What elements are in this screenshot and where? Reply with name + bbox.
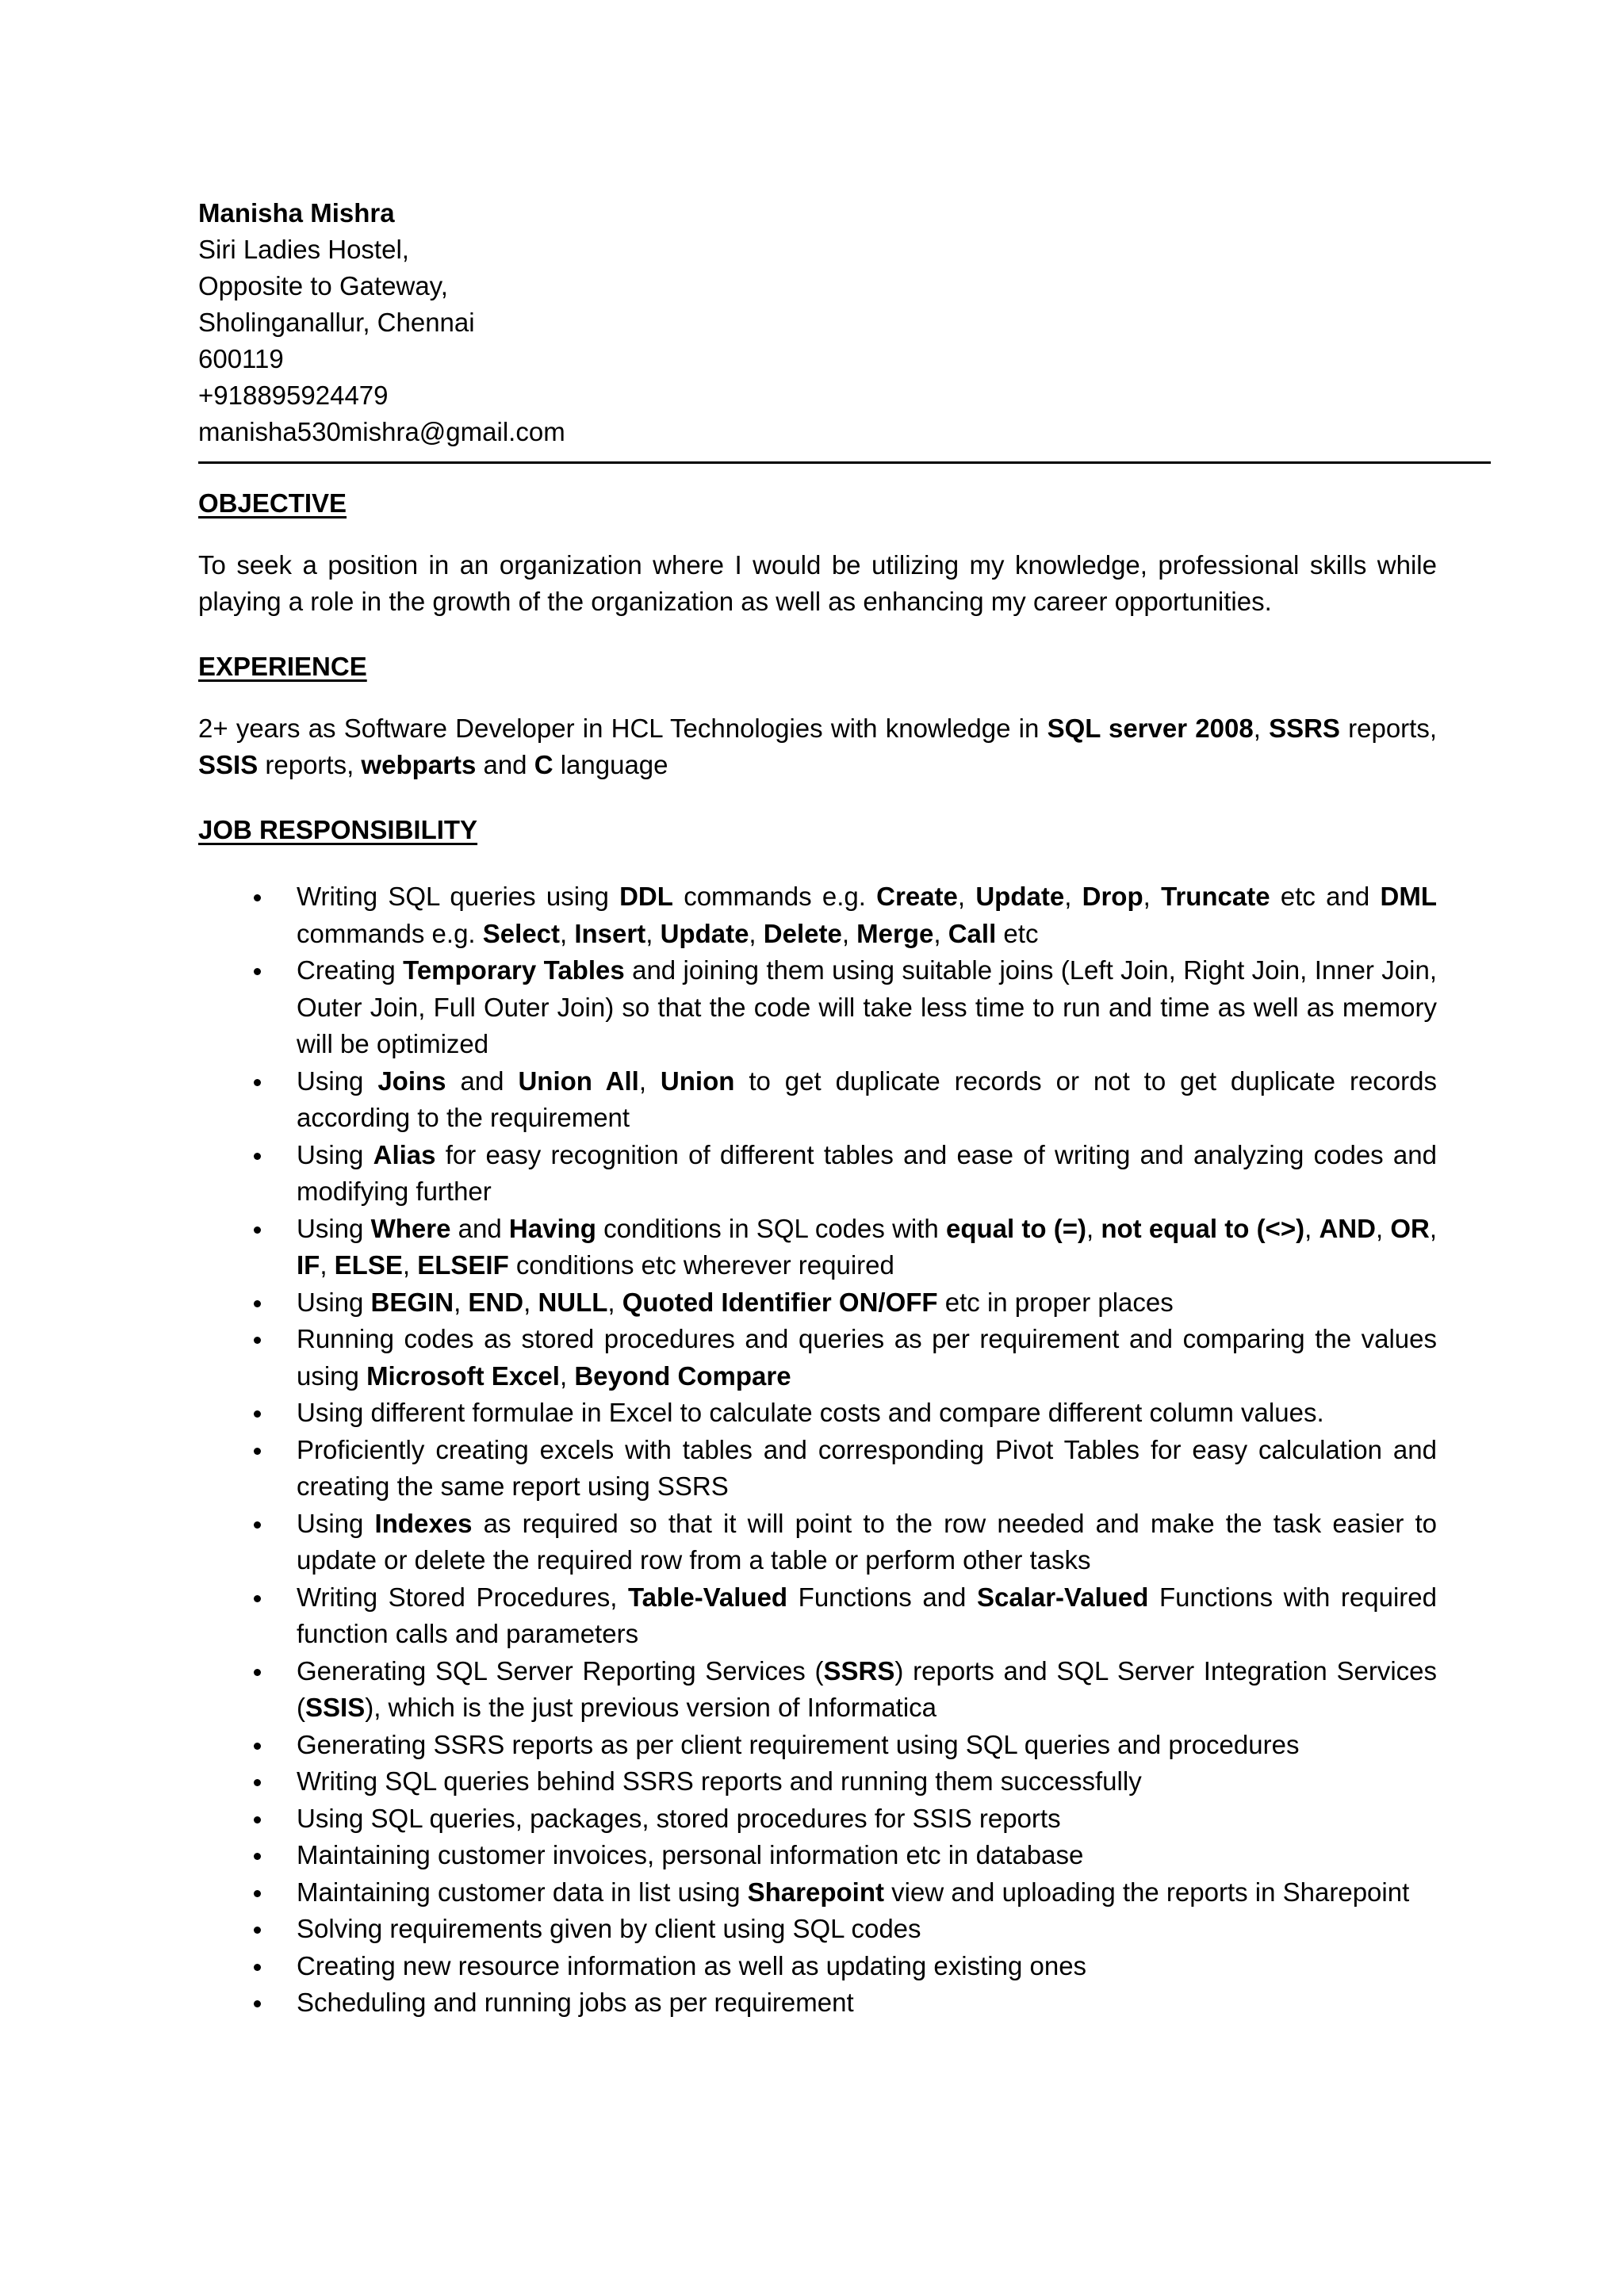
- bold-term: Where: [370, 1213, 451, 1243]
- bold-term: Update: [660, 918, 749, 948]
- responsibility-item: [198, 1948, 1437, 1985]
- text-segment: ,: [749, 918, 764, 948]
- bold-term: Insert: [574, 918, 646, 948]
- text-segment: ,: [559, 1360, 575, 1391]
- bold-term: END: [468, 1287, 524, 1317]
- text-segment: Using: [297, 1139, 373, 1169]
- text-segment: ,: [607, 1287, 622, 1317]
- text-segment: and joining them using suitable joins (Left Join, Right Join, Inner Join, Outer Join, Full Outer Join) so that the code will take less time to run and time as well as memory will be optimized: [297, 955, 1438, 1058]
- objective-heading: OBJECTIVE: [198, 488, 347, 518]
- bullet-icon: [254, 1521, 261, 1529]
- text-segment: as required so that it will point to the row needed and make the task easier to update or delete the required row from a table or perform other tasks: [297, 1508, 1437, 1575]
- bullet-icon: [254, 1226, 261, 1234]
- text-segment: Writing SQL queries behind SSRS reports and running them successfully: [297, 1766, 1142, 1796]
- text-segment: Functions with required function calls and parameters: [297, 1582, 1437, 1648]
- bold-term: Create: [876, 882, 958, 911]
- bold-term: SSIS: [305, 1693, 366, 1722]
- bold-term: SSRS: [823, 1655, 895, 1686]
- bold-term: Beyond Compare: [574, 1360, 791, 1391]
- bullet-icon: [254, 2000, 261, 2007]
- text-segment: Generating SSRS reports as per client requirement using SQL queries and procedures: [297, 1729, 1300, 1759]
- text-segment: etc: [996, 918, 1039, 948]
- bold-term: AND: [1319, 1213, 1376, 1243]
- bold-term: webparts: [361, 750, 477, 779]
- text-segment: ,: [1086, 1213, 1101, 1243]
- text-segment: to get duplicate records or not to get duplicate records according to the requirement: [297, 1066, 1438, 1132]
- responsibility-item: [198, 1911, 1437, 1948]
- bullet-icon: [254, 1853, 261, 1860]
- bullet-icon: [254, 968, 261, 975]
- bold-term: Indexes: [374, 1508, 473, 1538]
- bold-term: Union: [660, 1066, 735, 1096]
- address-line-2: Opposite to Gateway,: [198, 271, 448, 300]
- responsibility-item: [198, 1579, 1437, 1653]
- address-line-1: Siri Ladies Hostel,: [198, 235, 409, 264]
- bold-term: Scalar-Valued: [976, 1582, 1149, 1612]
- bold-term: DML: [1380, 882, 1437, 911]
- text-segment: ,: [645, 918, 661, 948]
- bold-term: SQL server 2008: [1047, 714, 1254, 743]
- responsibility-item: [198, 1506, 1437, 1579]
- bold-term: SSIS: [198, 750, 259, 779]
- text-segment: ,: [454, 1287, 469, 1317]
- responsibility-item: [198, 952, 1437, 1063]
- bold-term: SSRS: [1269, 714, 1340, 743]
- bold-term: Temporary Tables: [403, 955, 625, 985]
- experience-text: [198, 710, 1437, 783]
- text-segment: and: [446, 1066, 519, 1096]
- text-segment: Running codes as stored procedures and queries as per requirement and comparing the values using: [297, 1324, 1437, 1391]
- bold-term: BEGIN: [370, 1287, 454, 1317]
- responsibility-item: [198, 1432, 1437, 1506]
- bullet-icon: [254, 1448, 261, 1455]
- objective-text: To seek a position in an organization where I would be utilizing my knowledge, professional skills while playing a role in the growth of the organization as well as enhancing my career opportunities.: [198, 550, 1437, 616]
- text-segment: reports,: [1339, 714, 1438, 743]
- text-segment: Writing Stored Procedures,: [297, 1582, 628, 1612]
- text-segment: etc and: [1270, 882, 1381, 911]
- text-segment: ,: [1064, 882, 1082, 911]
- bullet-icon: [254, 1743, 261, 1750]
- text-segment: Creating new resource information as well as updating existing ones: [297, 1950, 1087, 1980]
- text-segment: ,: [402, 1250, 418, 1280]
- text-segment: ,: [320, 1250, 335, 1280]
- bold-term: Select: [482, 918, 561, 948]
- bullet-icon: [254, 1669, 261, 1676]
- text-segment: commands e.g.: [297, 918, 483, 948]
- bold-term: Sharepoint: [747, 1877, 884, 1907]
- responsibility-item: [198, 1653, 1437, 1727]
- text-segment: ,: [1375, 1213, 1391, 1243]
- bold-term: Microsoft Excel: [366, 1360, 560, 1391]
- text-segment: view and uploading the reports in Sharepoint: [883, 1877, 1410, 1907]
- bold-term: not equal to (<>): [1101, 1213, 1305, 1243]
- text-segment: for easy recognition of different tables and ease of writing and analyzing codes and modifying further: [297, 1139, 1437, 1206]
- text-segment: Using: [297, 1508, 375, 1538]
- bullet-icon: [254, 1595, 261, 1602]
- bullet-icon: [254, 894, 261, 901]
- responsibility-item: [198, 1763, 1437, 1800]
- text-segment: ,: [1304, 1213, 1320, 1243]
- text-segment: Using: [297, 1066, 378, 1096]
- text-segment: etc in proper places: [937, 1287, 1174, 1317]
- responsibility-item: [198, 1321, 1437, 1395]
- bold-term: OR: [1390, 1213, 1430, 1243]
- responsibility-item: [198, 1800, 1437, 1838]
- header-divider: [198, 461, 1491, 464]
- text-segment: Scheduling and running jobs as per requirement: [297, 1988, 854, 2017]
- bold-term: ELSE: [334, 1250, 403, 1280]
- text-segment: and: [476, 750, 534, 779]
- address-line-3: Sholinganallur, Chennai: [198, 308, 475, 337]
- bold-term: ELSEIF: [417, 1250, 509, 1280]
- bold-term: Delete: [763, 918, 842, 948]
- bold-term: Union All: [518, 1066, 639, 1096]
- text-segment: Using different formulae in Excel to calculate costs and compare different column values.: [297, 1398, 1324, 1427]
- email-address: manisha530mishra@gmail.com: [198, 417, 565, 446]
- text-segment: ,: [523, 1287, 538, 1317]
- pincode: 600119: [198, 344, 284, 373]
- responsibility-item: [198, 1137, 1437, 1211]
- text-segment: ,: [638, 1066, 661, 1096]
- bullet-icon: [254, 1964, 261, 1971]
- bullet-icon: [254, 1300, 261, 1307]
- bullet-icon: [254, 1337, 261, 1344]
- text-segment: ) reports and SQL Server Integration Services (: [297, 1655, 1438, 1722]
- text-segment: Proficiently creating excels with tables and corresponding Pivot Tables for easy calculation and creating the same report using SSRS: [297, 1434, 1437, 1501]
- responsibility-item: [198, 1874, 1437, 1911]
- text-segment: conditions etc wherever required: [508, 1250, 894, 1280]
- responsibility-item: [198, 1984, 1437, 2022]
- text-segment: ), which is the just previous version of Informatica: [365, 1693, 936, 1722]
- job-responsibility-list: [198, 878, 1437, 2022]
- bullet-icon: [254, 1816, 261, 1823]
- bold-term: equal to (=): [945, 1213, 1086, 1243]
- bold-term: DDL: [619, 882, 673, 911]
- text-segment: Writing SQL queries using: [297, 882, 620, 911]
- text-segment: Using: [297, 1287, 371, 1317]
- text-segment: Using: [297, 1213, 371, 1243]
- text-segment: ,: [957, 882, 976, 911]
- text-segment: Creating: [297, 955, 404, 985]
- job-responsibility-heading: JOB RESPONSIBILITY: [198, 815, 478, 844]
- experience-heading: EXPERIENCE: [198, 652, 367, 681]
- bullet-icon: [254, 1410, 261, 1418]
- candidate-name: Manisha Mishra: [198, 198, 395, 228]
- responsibility-item: [198, 878, 1437, 952]
- bullet-icon: [254, 1927, 261, 1934]
- bold-term: Merge: [856, 918, 934, 948]
- bold-term: Joins: [377, 1066, 446, 1096]
- bold-term: Alias: [373, 1139, 436, 1169]
- bold-term: IF: [297, 1250, 320, 1280]
- text-segment: commands e.g.: [672, 882, 877, 911]
- text-segment: ,: [1253, 714, 1270, 743]
- text-segment: Maintaining customer data in list using: [297, 1877, 748, 1907]
- responsibility-item: [198, 1211, 1437, 1284]
- text-segment: Generating SQL Server Reporting Services (: [297, 1655, 824, 1686]
- text-segment: reports,: [258, 750, 362, 779]
- bold-term: Table-Valued: [627, 1582, 788, 1612]
- bold-term: Update: [975, 882, 1065, 911]
- responsibility-item: [198, 1837, 1437, 1874]
- text-segment: ,: [560, 918, 575, 948]
- text-segment: Using SQL queries, packages, stored procedures for SSIS reports: [297, 1803, 1061, 1833]
- text-segment: ,: [1429, 1213, 1438, 1243]
- text-segment: ,: [1143, 882, 1162, 911]
- text-segment: Functions and: [787, 1582, 977, 1612]
- phone-number: +918895924479: [198, 381, 389, 410]
- bullet-icon: [254, 1779, 261, 1786]
- bullet-icon: [254, 1890, 261, 1897]
- text-segment: Maintaining customer invoices, personal information etc in database: [297, 1840, 1084, 1869]
- bold-term: Call: [948, 918, 997, 948]
- responsibility-item: [198, 1395, 1437, 1432]
- responsibility-item: [198, 1284, 1437, 1322]
- responsibility-item: [198, 1063, 1437, 1137]
- bold-term: Truncate: [1161, 882, 1270, 911]
- text-segment: Solving requirements given by client using SQL codes: [297, 1914, 921, 1943]
- responsibility-item: [198, 1727, 1437, 1764]
- text-segment: language: [553, 750, 668, 779]
- text-segment: and: [450, 1213, 509, 1243]
- bullet-icon: [254, 1153, 261, 1160]
- text-segment: ,: [841, 918, 857, 948]
- contact-block: [198, 195, 991, 450]
- text-segment: ,: [933, 918, 948, 948]
- bold-term: Having: [508, 1213, 596, 1243]
- bullet-icon: [254, 1079, 261, 1086]
- bold-term: Drop: [1082, 882, 1143, 911]
- text-segment: conditions in SQL codes with: [596, 1213, 946, 1243]
- bold-term: NULL: [538, 1287, 608, 1317]
- bold-term: Quoted Identifier ON/OFF: [622, 1287, 938, 1317]
- bold-term: C: [534, 750, 553, 779]
- text-segment: 2+ years as Software Developer in HCL Technologies with knowledge in: [198, 714, 1048, 743]
